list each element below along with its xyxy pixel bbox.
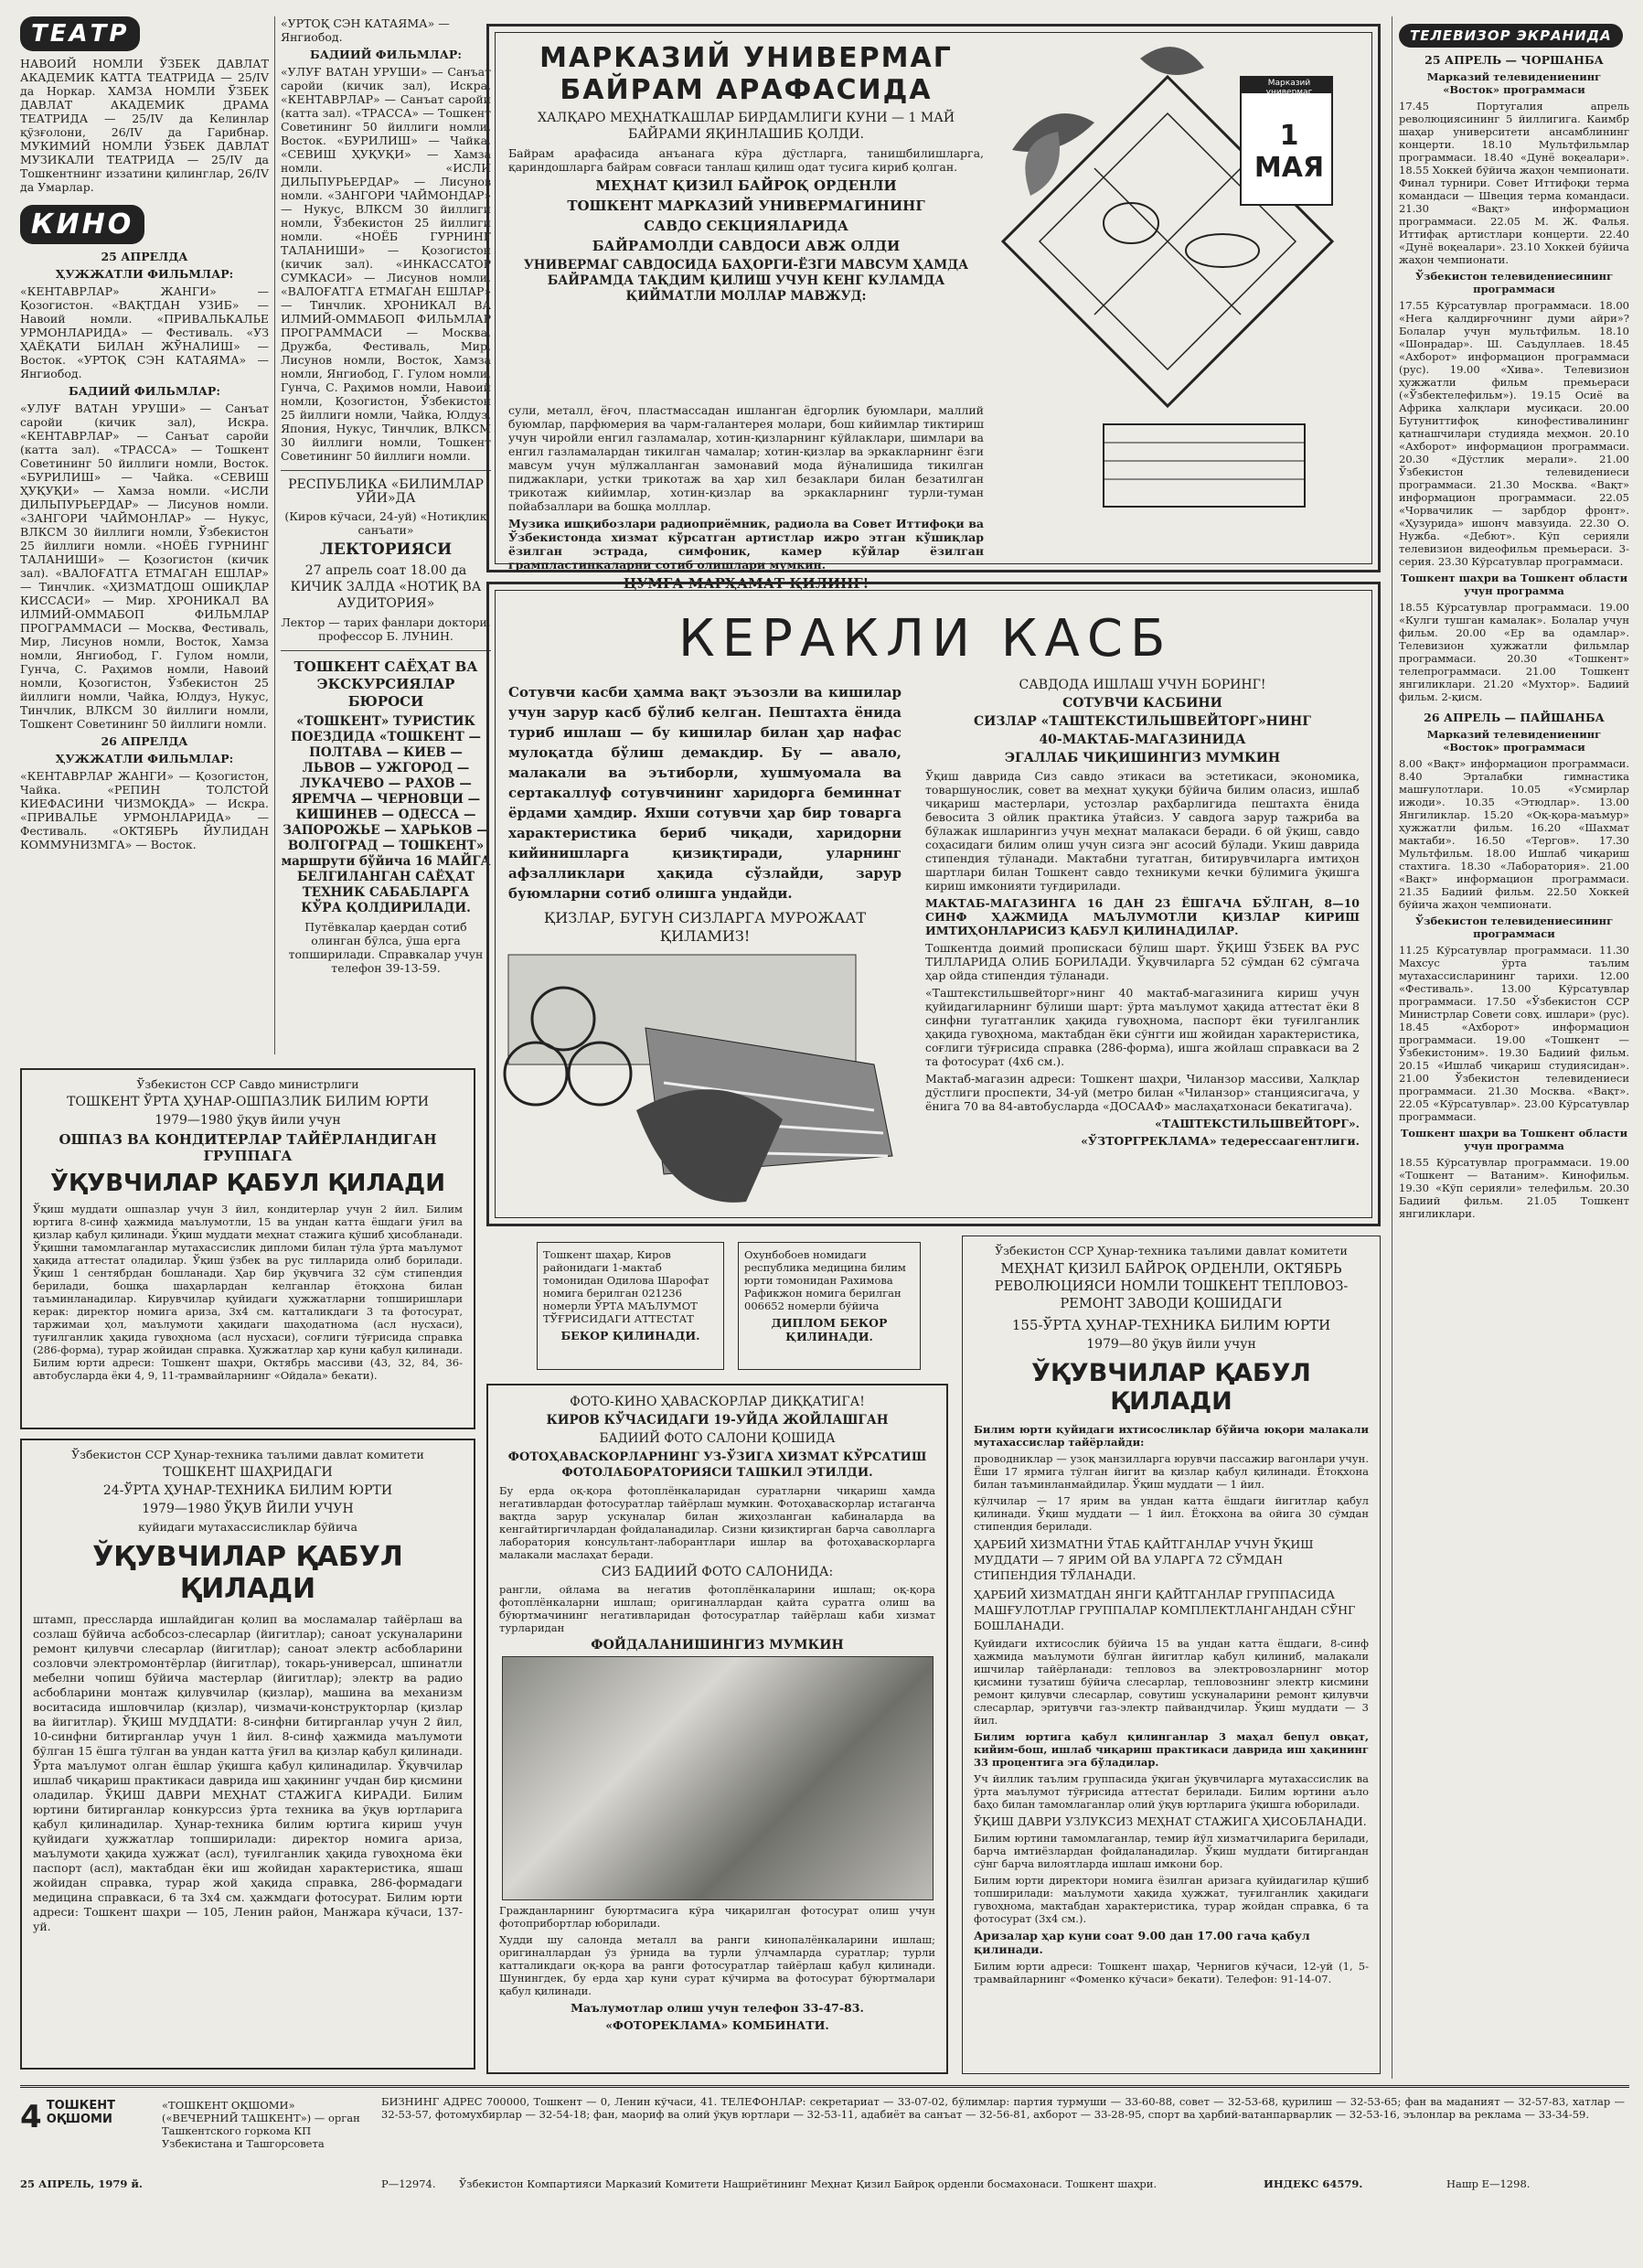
univermag-text (508, 42, 984, 308)
kino-section2: БАДИИЙ ФИЛЬМЛАР: (69, 384, 220, 398)
teplovoz-addr: Билим юрти адреси: Тошкент шаҳар, Чернигов кўчаси, 12-уй (1, 5-трамвайларнинг «Фоменко кўчаси» бекати). Телефон: 91-14-07. (974, 1960, 1369, 1985)
teplovoz-p2: проводниклар — узоқ манзилларга юрувчи пассажир вагонлари учун. Ёши 17 ярмига тўлган йигит ва қизлар қабул қилинади. Ётоқхона билан таъминланмайдилар. Ўқиш муддати — 1 йил. (974, 1452, 1369, 1491)
kino-section3: ҲУЖЖАТЛИ ФИЛЬМЛАР: (55, 752, 234, 765)
gift-illustration (994, 40, 1360, 552)
hunar24-body: штамп, прессларда ишлайдиган қолип ва мосламалар тайёрлаш ва созлаш бўйича асбобсоз-слесарлар (йигитлар); саноат ускуналарини ремонт қилувчи слесарлар (йигитлар); саноат электр асбобларини созловчи электромонтёрлар (йигитлар), токарь-универсал, шпинатли мебелни чопиш бўйича мастерлар (йигитлар); электр ва радио асбобларини монтаж қилувчилар (қизлар), машина ва механизм воситасида ишловчилар (қизлар), чизмачи-конструкторлар (қизлар ва йигитлар). ЎҚИШ МУДДАТИ: 8-синфни битирганлар учун 2 йил, 10-синфни битирганлар учун 1 йил. 8-синф ҳажмида маълумоти бўлган 15 ёшга тўлган ва ундан катта ўғил ва қизлар қабул қилинади. Ўрта маълумот олган ёшлар ўқишга қабул қилинадилар. Ўқувчилар ишлаб чиқариш практикаси даврида иш ҳақининг учдан бир қисмини оладилар. ЎҚИШ ДАВРИ МЕҲНАТ СТАЖИГА КИРАДИ. Билим юртини битирганлар конкурссиз ўрта техника ва ўқув юртларига қабул қилинадилар. Ҳунар-техника билим юртига кириш учун қуйидаги ҳужжатлар топширилади: директор номига ариза, маълумоти ҳақида ҳужжат (асл), туғилганлик ҳақида гувоҳнома ёки паспорт (асл), мактабдан ёки иш жойидан характеристика, яшаш жойидан справка, турар жой ҳақида справка, 286-формадаги медицина справкаси, 6 та 3х4 см. ҳажмдаги фотосурат. Билим юрти адреси: Тошкент шаҳри — 105, Ленин район, Манжара кўчаси, 137-уй. (33, 1612, 463, 1933)
tv-t6: 18.55 Кўрсатувлар программаси. 19.00 «Тошкент — Ватаним». Кинофильм. 19.30 «Кўп серияли» телефильм. 20.30 Бадиий фильм. 21.05 Тошкент янгиликлари. (1399, 1156, 1629, 1220)
teplovoz-p7: Билим юртини тамомлаганлар, темир йўл хизматчиларига берилади, барча имтиёзлардан фойдаланадилар. Ўқиш муддати битиргандан сўнг барча вилоятларда ишлаш имкони бор. (974, 1832, 1369, 1870)
kino-logo: КИНО (20, 205, 144, 244)
teplovoz-p3: кўлчилар — 17 ярим ва ундан катта ёшдаги йигитлар қабул қилинади. Ўқиш муддати — 1 йил. Ётоқхона ва ойига 30 сўмдан стипендия берилади. (974, 1494, 1369, 1533)
foto-h1: ФОТО-КИНО ҲАВАСКОРЛАР ДИҚҚАТИГА! (570, 1395, 865, 1409)
univermag-h5: УНИВЕРМАГ САВДОСИДА БАҲОРГИ-ЁЗГИ МАВСУМ ҲАМДА БАЙРАМДА ТАҚДИМ ҚИЛИШ УЧУН КЕНГ КУЛАМДА ҚИЙМАТЛИ МОЛЛАР МАВЖУД: (523, 258, 969, 304)
tour-title: ТОШКЕНТ САЁҲАТ ВА ЭКСКУРСИЯЛАР БЮРОСИ (293, 658, 478, 710)
tour-body: «ТОШКЕНТ» ТУРИСТИК ПОЕЗДИДА «ТОШКЕНТ — ПОЛТАВА — КИЕВ — ЛЬВОВ — УЖГОРОД — ЛУКАЧЕВО — РАХОВ — ЯРЕМЧА — ЧЕРНОВЦИ — КИШИНЕВ — ОДЕССА — ЗАПОРОЖЬЕ — ХАРЬКОВ — ВОЛГОГРАД — ТОШКЕНТ» маршрути бўйича 16 МАЙГА БЕЛГИЛАНГАН САЁҲАТ ТЕХНИК САБАБЛАРГА КЎРА ҚОЛДИРИЛАДИ. (281, 714, 491, 915)
hunar24-h1: ТОШКЕНТ ШАҲРИДАГИ (163, 1465, 333, 1480)
lab-photo (502, 1656, 934, 1900)
teplovoz-big: ЎҚУВЧИЛАР ҚАБУЛ ҚИЛАДИ (1031, 1359, 1311, 1416)
photo-salon-ad (486, 1384, 948, 2074)
kerakli-sub1: САВДОДА ИШЛАШ УЧУН БОРИНГ! (1019, 678, 1266, 692)
culinary-school-ad (20, 1068, 475, 1429)
teplovoz-p5: Билим юртига қабул қилинганлар 3 маҳал бепул овқат, кийим-бош, ишлаб чиқариш практикаси даврида иш ҳақининг 33 процентига эга бўладилар. (974, 1730, 1369, 1769)
fabric-illustration (508, 936, 911, 1211)
teplovoz-p1: Билим юрти қуйидаги ихтисосликлар бўйича юқори малакали мутахассислар тайёрлайди: (974, 1423, 1369, 1449)
tv-ch6: Тошкент шаҳри ва Тошкент области учун программа (1400, 1127, 1628, 1152)
brand-logo: ТОШКЕНТ ОҚШОМИ (46, 2099, 115, 2126)
savdo-h1: ТОШКЕНТ ЎРТА ҲУНАР-ОШПАЗЛИК БИЛИМ ЮРТИ (67, 1095, 429, 1109)
listings-column (20, 16, 269, 1054)
kerakli-sign2: «ЎЗТОРГРЕКЛАМА» тедерессаагентлиги. (1081, 1134, 1360, 1148)
lecture-title: РЕСПУБЛИКА «БИЛИМЛАР УЙИ»ДА (288, 477, 484, 506)
lost-doc-1 (537, 1242, 724, 1370)
footer-date: 25 АПРЕЛЬ, 1979 й. (20, 2177, 143, 2190)
badge-top: Марказий универмаг (1265, 79, 1313, 97)
kino-section1: ҲУЖЖАТЛИ ФИЛЬМЛАР: (55, 267, 234, 281)
lost-doc-1-text: Тошкент шаҳар, Киров районидаги 1-мактаб томонидан Одилова Шарофат номига берилган 021236 номерли ЎРТА МАЪЛУМОТ ТЎҒРИСИДАГИ АТТЕСТАТ (543, 1248, 709, 1325)
savdo-ministry: Ўзбекистон ССР Савдо министрлиги (136, 1077, 359, 1091)
lecture-head: ЛЕКТОРИЯСИ (319, 540, 453, 559)
teplovoz-time: Аризалар ҳар куни соат 9.00 дан 17.00 гача қабул қилинади. (974, 1929, 1310, 1956)
page-number: 4 (20, 2099, 42, 2135)
foto-p1: Бу ерда оқ-қора фотоплёнкаларидан суратларни чиқариш ҳамда негативлардан фотосуратлар тайёрлаш мумкин. Фотоҳаваскорлар истаганча вақтда зарур ускуналар билан жиҳозланган кабиналарда ва кенгайтиргичлардан фойдаланадилар. Сизни қизиқтирган барча саволларга лаборатория консультант-лаборантлари ишлар ва фотоҳаваскорларга малакали маслаҳат беради. (499, 1484, 935, 1561)
tv-t2: 17.55 Кўрсатувлар программаси. 18.00 «Нега қалдирғочнинг думи айри»? Болалар учун мультфильм. 18.10 «Шонрадар». Ш. Саъдуллаев. 18.45 «Ахборот» информацион программаси (рус). 19.00 «Хива». Телевизион ҳужжатли фильм премьераси («Ўзбектелефильм»). 19.15 Осиё ва Африка халқлари мусиқаси. 20.00 Бутуниттифоқ кинофестивалининг қатнашчилари студияда меҳмон. 20.10 «Ахборот» информацион программаси. 20.30 «Дўстлик мерали». 21.00 Ўзбекистон телевидениеси программаси. 21.30 Москва. «Вақт» информацион программаси. 22.05 «Чорвачилик — зарбдор фронт». «Ҳузурида» ишонч мавзуида. 22.30 О. Нужба. «Дебют». Кўп серияли телевизион видеофильм премьераси. 3-серия. 23.30 Кўрсатувлар программаси. (1399, 299, 1629, 568)
tv-day1: 25 АПРЕЛЬ — ЧОРШАНБА (1424, 53, 1604, 67)
univermag-title2: БАЙРАМ АРАФАСИДА (560, 74, 933, 106)
univermag-h4: БАЙРАМОЛДИ САВДОСИ АВЖ ОЛДИ (592, 238, 901, 254)
tv-day2: 26 АПРЕЛЬ — ПАЙШАНБА (1424, 711, 1605, 724)
univermag-title1: МАРКАЗИЙ УНИВЕРМАГ (539, 42, 953, 74)
hunar24-h4: куйидаги мутахассисликлар бўйича (138, 1520, 357, 1534)
foto-h5: СИЗ БАДИИЙ ФОТО САЛОНИДА: (601, 1565, 834, 1579)
lecture-body: 27 апрель соат 18.00 да КИЧИК ЗАЛДА «НОТИҚ ВА АУДИТОРИЯ» (290, 563, 482, 611)
kerakli-r3: Тошкентда доимий пропискаси бўлиш шарт. ЎҚИШ ЎЗБЕК ВА РУС ТИЛЛАРИДА ОЛИБ БОРИЛАДИ. Ўқувчиларга 52 сўмдан 62 сўмгача ҳар ойда стипендия тўланади. (925, 941, 1360, 982)
lost-doc-2-text: Охунбобоев номидаги республика медицина билим юрти томонидан Рахимова Рафикжон номига берилган 006652 номерли бўйича (744, 1248, 906, 1312)
kerakli-r5: Мактаб-магазин адреси: Тошкент шаҳри, Чиланзор массиви, Халқлар дўстлиги проспекти, 34-уй (метро билан «Чиланзор» станциясигача, у ёнига 70 ва 84-автобусларда «ДОСААФ» маслаҳатхонаси бекатигача). (925, 1072, 1360, 1113)
kino-text1: «КЕНТАВРЛАР» ЖАНГИ» — Қозогистон. «ВАҚТДАН УЗИБ» — Навоий номли. «ПРИВАЛЬКАЛЬЕ УРМОНЛАРИДА» — Фестиваль. «УЗ ҲАЁҚАТИ БИЛАН ЖЎНАЛИШ» — Восток. «УРТОҚ СЭН КАТАЯМА» — Янгиобод. (20, 284, 269, 380)
univermag-ad (486, 24, 1381, 592)
kerakli-right (925, 678, 1360, 1151)
footer (20, 2085, 1629, 2207)
tv-t3: 18.55 Кўрсатувлар программаси. 19.00 «Кулги тушган камалак». Болалар учун фильм. 20.00 «Ер ва одамлар». Телевизион ҳужжатли фильмлар программаси. 20.30 «Тошкент» телепрограммаси. 21.00 Тошкент янгиликлари. 21.20 «Мухтор». Бадиий фильм. 2-қисм. (1399, 601, 1629, 703)
teplovoz-h1: МЕҲНАТ ҚИЗИЛ БАЙРОҚ ОРДЕНЛИ, ОКТЯБРЬ РЕВОЛЮЦИЯСИ НОМЛИ ТОШКЕНТ ТЕПЛОВОЗ-РЕМОНТ ЗАВОДИ ҚОШИДАГИ (994, 1262, 1349, 1311)
kerakli-call: ҚИЗЛАР, БУГУН СИЗЛАРГА МУРОЖААТ ҚИЛАМИЗ! (543, 909, 867, 945)
lost-doc-2 (738, 1242, 921, 1370)
univermag-h3: САВДО СЕКЦИЯЛАРИДА (644, 218, 848, 234)
univermag-welcome: ЦУМГА МАРҲАМАТ ҚИЛИНГ! (623, 575, 870, 592)
foto-h4: ФОТОҲАВАСКОРЛАРНИНГ УЗ-ЎЗИГА ХИЗМАТ КЎРСАТИШ ФОТОЛАБОРАТОРИЯСИ ТАШКИЛ ЭТИЛДИ. (507, 1450, 927, 1480)
lecture-by: Лектор — тарих фанлари доктори, профессор Б. ЛУНИН. (281, 615, 491, 643)
kino-day2: 26 АПРЕЛДА (101, 734, 188, 748)
hunar24-big: ЎҚУВЧИЛАР ҚАБУЛ ҚИЛАДИ (92, 1541, 403, 1605)
tv-t4: 8.00 «Вақт» информацион программаси. 8.40 Эрталабки гимнастика машғулотлари. 10.05 «Усмирлар ижоди». 10.35 «Этюдлар». 13.00 Янгиликлар. 15.20 «Оқ-қора-маъмур» ҳужжатли фильм. 16.20 «Шахмат мактаби». 16.50 «Тергов». 17.30 Мультфильм. 18.00 Ишлаб чиқариш стахтига. 18.30 «Лаборатория». 21.00 «Вақт» информацион программаси. 21.35 Бадиий фильм. 22.50 Хоккей бўйича жаҳон чемпионати. (1399, 757, 1629, 911)
tv-t5: 11.25 Кўрсатувлар программаси. 11.30 Махсус ўрта таълим мутахассисларининг тарихи. 12.00 «Фестиваль». 13.00 Кўрсатувлар программаси. 17.50 «Ўзбекистон ССР Министрлар Совети совҳ. ишлари» (рус). 18.45 «Ахборот» информацион программаси. 19.00 «Тошкент — Ўзбекистоним». 19.30 Бадиий фильм. 20.15 «Ишлаб чиқариш студиясидан». 21.00 Ўзбекистон телевидениеси программаси. 21.30 Москва. «Вақт». 22.05 «Кўрсатувлар». 23.00 Кўрсатувлар программаси. (1399, 944, 1629, 1123)
teplovoz-h3: 1979—80 ўқув йили учун (1086, 1337, 1256, 1352)
kino-text3: «КЕНТАВРЛАР ЖАНГИ» — Қозогистон, Чайка. «РЕПИН ТОЛСТОЙ КИЕФАСИНИ ЧИЗМОҚДА» — Искра. «ПРИВАЛЬЕ УРМОНЛАРИДА» — Фестиваль. «ОКТЯБРЬ ЙУЛИДАН КОММУНИЗМГА» — Восток. (20, 769, 269, 851)
savdo-h2: 1979—1980 ўқув йили учун (155, 1113, 341, 1128)
column-rule (274, 16, 275, 1054)
kerakli-left (508, 682, 902, 949)
tv-t1: 17.45 Португалия апрель революциясининг 5 йиллигига. Каимбр шаҳар университети ансамблининг концерти. 18.10 Мультфильмлар программаси. 18.40 «Дунё воқеалари». 18.55 Хоккей бўйича жаҳон чемпионати. Финал турнири. Совет Иттифоқи терма командаси — Швеция терма командаси. 21.30 «Вақт» информацион программаси. 22.05 М. Ж. Фалья. Иттифақ артистлари концерти. 22.40 «Дунё воқеалари». 23.10 Хоккей бўйича жаҳон чемпионати. (1399, 100, 1629, 266)
kino-day1: 25 АПРЕЛДА (101, 250, 188, 263)
tv-column (1399, 16, 1629, 2079)
kerakli-sub2: СОТУВЧИ КАСБИНИ (1062, 696, 1222, 711)
teplovoz-committee: Ўзбекистон ССР Ҳунар-техника таълими давлат комитети (995, 1244, 1348, 1257)
kerakli-kasb-ad (486, 582, 1381, 1226)
kerakli-right-text: Ўқиш даврида Сиз савдо этикаси ва эстетикаси, экономика, товаршунослик, совет ва меҳнат ҳуқуқи бўйича билим оласиз, ишлаб чиқариш мастерлари, устозлар раҳбарлигида пештахта ёнида бевосита 3 ойлик практика ўтайсиз. У савдога зарур тажриба ва бўлажак ишларингиз учун меҳнат малакаси беради. 6 ой ўқиш, савдо соҳасидаги билим олиш учун сизга энг асосий бўлади. Укиш даврида стипендия тўланади. Мактабни тугатган, битирувчиларга имтиҳон шартлари билан Тошкент савдо техникуми кечки бўлимига ўқишга кириш имконияти туғдирилади. (925, 769, 1360, 893)
tv-ch1: Марказий телевидениенинг «Восток» программаси (1426, 70, 1602, 96)
tv-ch2: Ўзбекистон телевидениесининг программаси (1414, 270, 1614, 295)
kerakli-title: КЕРАКЛИ КАСБ (678, 609, 1173, 669)
footer-org: «ТОШКЕНТ ОҚШОМИ» («ВЕЧЕРНИЙ ТАШКЕНТ») — орган Ташкентского горкома КП Узбекистана и Ташгорсовета (162, 2099, 360, 2150)
foto-h2: КИРОВ КЎЧАСИДАГИ 19-УЙДА ЖОЙЛАШГАН (546, 1413, 889, 1428)
tv-logo: ТЕЛЕВИЗОР ЭКРАНИДА (1399, 24, 1623, 48)
kerakli-sign1: «ТАШТЕКСТИЛЬШВЕЙТОРГ». (1155, 1117, 1360, 1130)
tv-ch5: Ўзбекистон телевидениесининг программаси (1414, 915, 1614, 940)
foto-caption: Гражданларнинг буюртмасига кўра чиқарилган фотосурат олиш учун фотоприбортлар юборилади. (499, 1904, 935, 1930)
teplovoz-p8: Билим юрти директори номига ёзилган аризага қуйидагилар қўшиб топширилади: маълумоти ҳақида ҳужжат, туғилганлик ҳақидаги гувоҳнома, мактабдан характеристика, турар жойдан справка, 6 та фотосурат (3х4 см.). (974, 1874, 1369, 1925)
col2-text2: «УЛУҒ ВАТАН УРУШИ» — Санъат саройи (кичик зал), Искра. «КЕНТАВРЛАР» — Санъат саройи (катта зал). «ТРАССА» — Тошкент Советининг 50 йиллиги номли, Восток. «БУРИЛИШ» — Чайка. «СЕВИШ ҲУҚУҚИ» — Хамза номли. «ИСЛИ ДИЛЬПУРЬЕРДАР» — Лисунов номли. «ЗАНГОРИ ЧАЙМОНДАР» — Нукус, ВЛКСМ 30 йиллиги номли, Ўзбекистон 25 йиллиги номли. «НОЁБ ГУРНИНГ ТАЛАНИШИ» — Қозогистон (кичик зал). «ИНКАССАТОР СУМКАСИ» — Лисунов номли. «ВАЛОҒАТГА ЕТМАГАН ЕШЛАР» — Тинчлик. ХРОНИКАЛ ВА ИЛМИЙ-ОММАБОП ФИЛЬМЛАР ПРОГРАММАСИ — Москва, Дружба, Фестиваль, Мир, Лисунов номли, Восток, Хамза номли, Янгиобод, Г. Гулом номли, Гунча, С. Раҳимов номли, Навоий номли, Қозогистон, Ўзбекистон 25 йиллиги номли, Чайка, Юлдуз, Япония, Нукус, Тинчлик, ВЛКСМ 30 йиллиги номли, Тошкент Советининг 50 йиллиги номли. (281, 65, 491, 463)
tour-foot: Путёвкалар қаердан сотиб олинган бўлса, ўша ерга топширилади. Справкалар учун телефон 39-13-59. (288, 920, 484, 975)
tour-notice (281, 658, 491, 975)
univermag-p1: Байрам арафасида анъанага кўра дўстларга, танишбилишларга, қариндошларга байрам совғаси танлаш қилиш одат тусига кириб қолган. (508, 146, 984, 174)
kerakli-sub4: 40-МАКТАБ-МАГАЗИНИДА (1039, 733, 1246, 747)
tv-ch4: Марказий телевидениенинг «Восток» программаси (1426, 728, 1602, 754)
foto-phone: Маълумотлар олиш учун телефон 33-47-83. (571, 2001, 864, 2015)
teplovoz-school-ad (962, 1236, 1381, 2074)
kerakli-r4: «Таштекстильшвейторг»нинг 40 мактаб-магазинига кириш учун қуйидагиларнинг бўлиши шарт: ўрта маълумот ҳақида аттестат ёки 8 синфни тугатганлик ҳақида гувоҳнома, паспорт ёки туғилганлик ҳақида гувоҳнома, мактабдан ёки сўнгги иш жойидан характеристика, соғлиги тўғрисида справка (286-форма), ишга жойлаш справкаси ва 2 та фотосурат (4х6 см.). (925, 986, 1360, 1068)
divider (281, 650, 491, 651)
newspaper-page (20, 16, 1629, 2248)
divider (281, 470, 491, 471)
univermag-p3: Музика ишқибозлари радиоприёмник, радиола ва Совет Иттифоқи ва Ўзбекистонда хизмат кўрсатган артистлар ижро этган кўшиқлар ёзилган эстрада, симфоник, камер кўйлар ёзилган грампластинкаларни сотиб олишлари мумкин. (508, 517, 984, 572)
univermag-p2: сули, металл, ёғоч, пластмассадан ишланган ёдгорлик буюмлари, маллий буюмлар, парфюмерия ва чарм-галантерея молари, бош кийимлар тиктириш учун чиройли енгил газламалар, хотин-қизларнинг кўйлаклари, шимлари ва енгил газламалардан тикилган чамалар; хотин-қизлар ва эркакларнинг ёзги мавсум учун мўлжалланган замонавий мода йўналишида тикилган пиджаклари, устки трикотаж ва ҳар хил безаклари билан безатилган трикотаж кийимлар, хотин-қизлар ва эркакларнинг турли-туман пойабзаллари ва бошқа молллар. (508, 403, 984, 513)
univermag-h1: МЕҲНАТ ҚИЗИЛ БАЙРОҚ ОРДЕНЛИ (595, 177, 897, 194)
teplovoz-p4: Қуйидаги ихтисослик бўйича 15 ва ундан катта ёшдаги, 8-синф ҳажмида маълумоти бўлган йигитлар қабул қилиниб, малакали ишчилар тайёрланади: тепловоз ва электровозларнинг мотор қисмини тузатиш бўйича слесарлар, тепловознинг электр кисмини ремонт қилувчи слесарлар, совутиш ускуналарини ремонт қилувчи слесарлар, эритувчи газ-электр пайвандчилар. Ўқиш муддати — 3 йил. (974, 1637, 1369, 1727)
lost-doc-1-end: БЕКОР ҚИЛИНАДИ. (560, 1329, 700, 1343)
vocational-24-ad (20, 1439, 475, 2070)
theatre-logo: ТЕАТР (20, 16, 140, 51)
kerakli-sub5: ЭГАЛЛАБ ЧИҚИШИНГИЗ МУМКИН (1004, 751, 1281, 765)
footer-index: ИНДЕКС 64579. (1264, 2177, 1363, 2190)
footer-code: Р—12974. (381, 2177, 436, 2190)
savdo-body: Ўқиш муддати ошпазлар учун 3 йил, кондитерлар учун 2 йил. Билим юртига 8-синф ҳажмида маълумотли, 15 ва ундан катта ёшдаги ўғил ва қизлар қабул қилинади. Ўқиш муддати меҳнат стажига қўшиб ҳисобланади. Ўқишни тамомлаганлар мутахассислик дипломи билан тўла ўрта маълумот ҳақида аттестат оладилар. Ўқиш ўзбек ва рус тилларида олиб борилади. Ўқиш 1 сентябрдан бошланади. Ҳар бир ўқувчига 32 сўм стипендия берилади, бошқа шаҳарлардан келганлар ётоқхона билан таъминланадилар. Кирувчилар қуйидаги ҳужжатларни топширишлари керак: директор номига ариза, 3х4 см. катталикдаги 3 та фотосурат, таржимаи ҳол, маълумоти ҳақидаги шаҳодатнома (асл нусхаси), туғилганлик ҳақида гувоҳнома (асл нусхаси), соғлиги тўғрисида справка (286-форма), турар жойидан справка. Ҳужжатлар ҳар куни қабул қилинади. Билим юрти адреси: Тошкент шаҳри, Октябрь массиви (43, 32, 84, 36-автобусларда ёки 4, 9, 11-трамвайларнинг «Ойдала» бекати). (33, 1203, 463, 1382)
kerakli-r2: МАКТАБ-МАГАЗИНГА 16 ДАН 23 ЁШГАЧА БЎЛГАН, 8—10 СИНФ ҲАЖМИДА МАЪЛУМОТЛИ ҚИЗЛАР КИРИШ ИМТИҲОНЛАРИСИЗ ҚАБУЛ ҚИЛИНАДИЛАР. (925, 896, 1360, 937)
footer-print: Ўзбекистон Компартияси Марказий Комитети Нашриётининг Меҳнат Қизил Байроқ орденли босмахонаси. Тошкент шаҳри. (459, 2177, 1158, 2190)
teplovoz-h6: ЎҚИШ ДАВРИ УЗЛУКСИЗ МЕҲНАТ СТАЖИГА ҲИСОБЛАНАДИ. (974, 1814, 1367, 1828)
listings-column-2 (281, 16, 491, 1054)
col2-text1: «УРТОҚ СЭН КАТАЯМА» — Янгиобод. (281, 16, 450, 44)
may-day-badge: 1 МАЯ (1254, 120, 1325, 184)
teplovoz-p6: Уч йиллик таълим группасида ўқиган ўқувчиларга мутахассислик ва ўрта маълумот тўғрисида аттестат берилади. Билим юртини аъло баҳо билан тамомлаганлар олий ўқув юртларига ўқишга юборилади. (974, 1772, 1369, 1811)
col2-section: БАДИИЙ ФИЛЬМЛАР: (310, 48, 462, 61)
lost-doc-2-end: ДИПЛОМ БЕКОР ҚИЛИНАДИ. (771, 1316, 888, 1343)
foto-sign: «ФОТОРЕКЛАМА» КОМБИНАТИ. (605, 2018, 829, 2032)
footer-order: Нашр Е—1298. (1446, 2177, 1531, 2190)
foto-h6: ФОЙДАЛАНИШИНГИЗ МУМКИН (591, 1638, 844, 1653)
savdo-big: ЎҚУВЧИЛАР ҚАБУЛ ҚИЛАДИ (50, 1170, 445, 1197)
teplovoz-h4: ҲАРБИЙ ХИЗМАТНИ ЎТАБ ҚАЙТГАНЛАР УЧУН ЎҚИШ МУДДАТИ — 7 ЯРИМ ОЙ ВА УЛАРГА 72 СЎМДАН СТИПЕНДИЯ ТЎЛАНАДИ. (974, 1537, 1314, 1582)
lecture-notice (281, 478, 491, 643)
kino-text2: «УЛУҒ ВАТАН УРУШИ» — Санъат саройи (кичик зал), Искра. «КЕНТАВРЛАР» — Санъат саройи (катта зал). «ТРАССА» — Тошкент Советининг 50 йиллиги номли, Восток. «БУРИЛИШ» — Чайка. «СЕВИШ ҲУҚУҚИ» — Хамза номли. «ИСЛИ ДИЛЬПУРЬЕРДАР» — Лисунов номли. «ЗАНГОРИ ЧАЙМОНЛАР» — Нукус, ВЛКСМ 30 йиллиги номли, Ўзбекистон 25 йиллиги номли. «НОЁБ ГУРНИНГ ТАЛАНИШИ» — Қозогистон (кичик зал). «ВАЛОҒАТГА ЕТМАГАН ЕШЛАР» — Тинчлик. «ҲИЗМАТДОШ ОШИҚЛАР КИССАСИ» — Мир. ХРОНИКАЛ ВА ИЛМИЙ-ОММАБОП ФИЛЬМЛАР ПРОГРАММАСИ — Москва, Фестиваль, Мир, Лисунов номли, Восток, Хамза номли, Янгиобод, Г. Гулом номли, Гунча, С. Раҳимов номли, Навоий номли, Қозогистон, Ўзбекистон 25 йиллиги номли, Чайка, Юлдуз, Нукус, Тинчлик, ВЛКСМ 30 йиллиги номли, Тошкент Советининг 50 йиллиги номли. (20, 401, 269, 731)
univermag-h2: ТОШКЕНТ МАРКАЗИЙ УНИВЕРМАГИНИНГ (567, 198, 925, 214)
foto-p2: рангли, ойлама ва негатив фотоплёнкаларини ишлаш; оқ-қора фотоплёнкаларни ишлаш; оригиналлардан қайта суратга олиш ва бўюртмачининг негативларидан фотосуратлар тайёрлаш каби хизмат турларидан (499, 1583, 935, 1634)
theatre-text: НАВОИЙ НОМЛИ ЎЗБЕК ДАВЛАТ АКАДЕМИК КАТТА ТЕАТРИДА — 25/IV да Норкар. ХАМЗА НОМЛИ ЎЗБЕК ДАВЛАТ АКАДЕМИК ДРАМА ТЕАТРИДА — 25/IV да Келинлар қўзғолони, 26/IV да Гарибнар. МУКИМИЙ НОМЛИ ЎЗБЕК ДАВЛАТ МУЗИКАЛИ ТЕАТРИДА — 25/IV да Тошкентнинг иззатини қилинглар, 26/IV да Умарлар. (20, 57, 269, 194)
teplovoz-h5: ҲАРБИЙ ХИЗМАТДАН ЯНГИ ҚАЙТГАНЛАР ГРУППАСИДА МАШҒУЛОТЛАР ГРУППАЛАР КОМПЛЕКТЛАНГАНДАН СЎНГ БОШЛАНАДИ. (974, 1588, 1356, 1632)
savdo-h3: ОШПАЗ ВА КОНДИТЕРЛАР ТАЙЁРЛАНДИГАН ГРУППАГА (59, 1131, 437, 1164)
foto-h3: БАДИИЙ ФОТО САЛОНИ ҚОШИДА (599, 1431, 836, 1446)
kerakli-left-text: Сотувчи касби ҳамма вақт эъзозли ва кишилар учун зарур касб бўлиб келган. Пештахта ёнида туриб ишлаш — бу кишилар билан ҳар нафас мулоқатда бўлиш демакдир. Бу — авало, малакали ва эътиборли, хушмуомала ва сертакаллуф сотувчининг харидорга беминнат ёрдами ҳамдир. Яхши сотувчи ҳар бир товарга характеристика бериб чиқади, харидорни кийинишларга қизиқтиради, уларнинг афзалликлари ҳақида сўзлайди, зарур буюмларни сотиб олишга ундайди. (508, 684, 902, 902)
tv-ch3: Тошкент шаҳри ва Тошкент области учун программа (1400, 572, 1628, 597)
hunar24-committee: Ўзбекистон ССР Ҳунар-техника таълими давлат комитети (71, 1448, 424, 1461)
teplovoz-h2: 155-ЎРТА ҲУНАР-ТЕХНИКА БИЛИМ ЮРТИ (1011, 1317, 1331, 1333)
lecture-sub: (Киров кўчаси, 24-уй) «Нотиқлик санъати» (284, 509, 487, 537)
footer-addr: БИЗНИНГ АДРЕС 700000, Тошкент — 0, Ленин кўчаси, 41. ТЕЛЕФОНЛАР: секретариат — 33-07-02, бўлимлар: партия турмуши — 33-60-88, совет — 32-53-68, қурилиш — 32-53-65; фан ва маданият — 32-57-83, хатлар — 32-53-57, фотомухбирлар — 32-54-18; фан, маориф ва олий ўқув юртлари — 32-53-11, адабиёт ва санъат — 32-56-81, ахборот — 33-28-95, спорт ва ҳарбий-ватанпарварлик — 32-53-16, эълонлар ва реклама — 33-34-59. (381, 2095, 1625, 2121)
foto-p3: Худди шу салонда металл ва ранги кинопалёнкаларини ишлаш; оригиналлардан ўз ўрнида ва турли ўлчамларда суратлар; турли катталикдаги оқ-қора ва ранги фотосуратлар тайёрлаш қабул қилинади. Шунингдек, бу ерда ҳар куни сурат кўчирма ва фотосурат бўюртмалари қабул қилинади. (499, 1933, 935, 1997)
hunar24-h3: 1979—1980 ЎҚУВ ЙИЛИ УЧУН (142, 1502, 354, 1516)
hunar24-h2: 24-ЎРТА ҲУНАР-ТЕХНИКА БИЛИМ ЮРТИ (102, 1483, 393, 1498)
univermag-lead: ХАЛҚАРО МЕҲНАТКАШЛАР БИРДАМЛИГИ КУНИ — 1 МАЙ БАЙРАМИ ЯҚИНЛАШИБ ҚОЛДИ. (537, 111, 955, 142)
kerakli-sub3: СИЗЛАР «ТАШТЕКСТИЛЬШВЕЙТОРГ»НИНГ (974, 714, 1311, 729)
